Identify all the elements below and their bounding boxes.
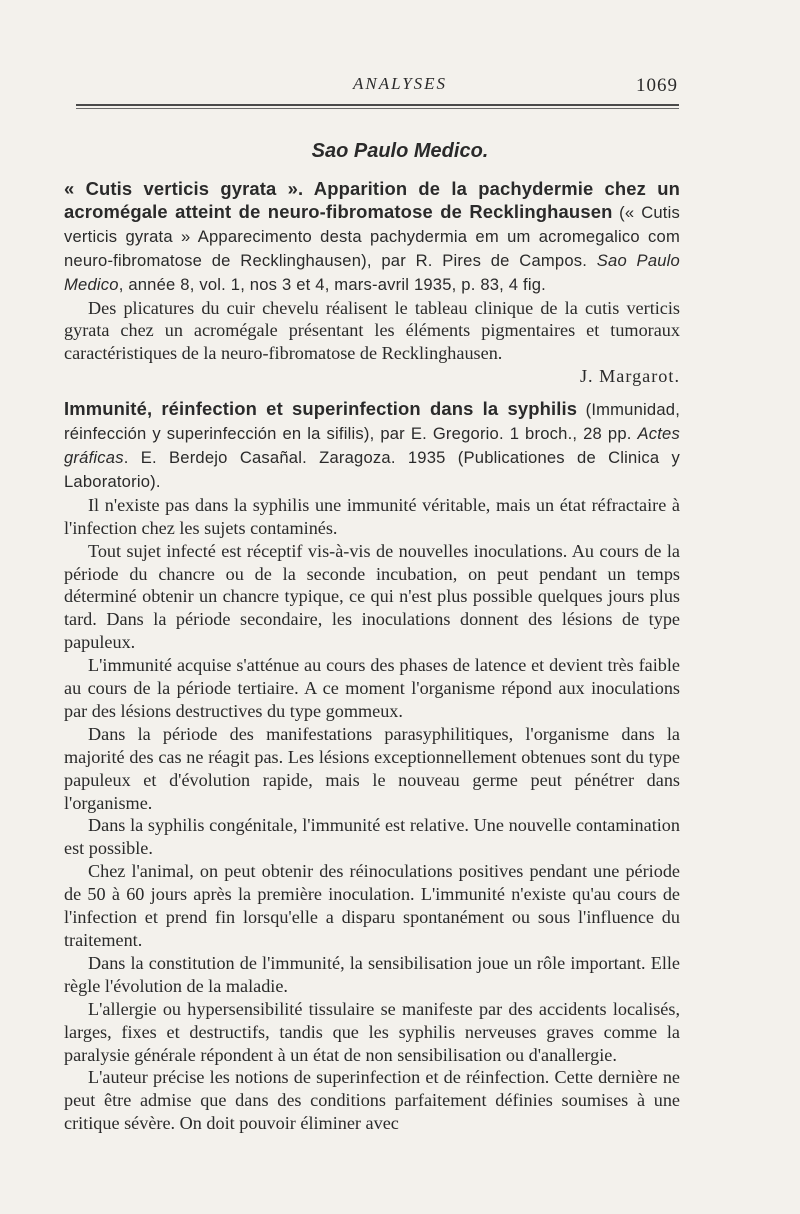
article-1-journal: Sao Paulo Medico: [64, 250, 680, 294]
article-2-title: Immunité, réinfection et superinfection dans la syphilis: [64, 398, 578, 420]
article-1-title: « Cutis verticis gyrata ». Apparition de la pachydermie chez un acromégale atteint de neuro-fibromatose de Recklinghausen: [64, 178, 680, 222]
article-1-reference: (« Cutis verticis gyrata » Apparecimento desta pachydermia em um acromegalico com neuro-fibromatose de Recklinghausen), par R. Pires de Campos. Sao Paulo Medico, année 8, vol. 1, nos 3 et 4, mars-avril 1935, p. 83, 4 fig.: [64, 202, 681, 294]
article-1-signature: J. Margarot.: [579, 366, 680, 387]
article-2-reference: (Immunidad, réinfección y superinfección en la sifilis), par E. Gregorio. 1 broch., 28 pp. Actes gráficas. E. Berdejo Casañal. Zaragoza. 1935 (Publicationes de Clinica y Laboratorio).: [64, 400, 681, 491]
header-rule: [76, 104, 679, 106]
page-number: 1069: [636, 75, 678, 96]
article-2-paragraph-9: L'auteur précise les notions de superinfection et de réinfection. Cette dernière ne peut être admise que dans des conditions parfaitement définies soumises à une critique sévère. On doit pouvoir éliminer avec: [64, 1067, 680, 1134]
article-2-paragraph-7: Dans la constitution de l'immunité, la sensibilisation joue un rôle important. Elle règle l'évolution de la maladie.: [64, 952, 680, 996]
article-2-paragraph-5: Dans la syphilis congénitale, l'immunité est relative. Une nouvelle contamination est possible.: [64, 815, 680, 859]
article-1-head: [64, 178, 680, 297]
article-1-paragraph-1: Des plicatures du cuir chevelu réalisent le tableau clinique de la cutis verticis gyrata chez un acromégale présentant les éléments pigmentaires et tumoraux caractéristiques de la neuro-fibromatose de Recklinghausen.: [64, 297, 680, 364]
article-body: [64, 178, 680, 1135]
header-rule-thin: [76, 108, 679, 109]
article-2-paragraph-2: Tout sujet infecté est réceptif vis-à-vis de nouvelles inoculations. Au cours de la période du chancre ou de la seconde incubation, on peut pendant un temps déterminé obtenir un chancre typique, ce qui n'est plus possible quelques jours plus tard. Dans la période secondaire, les inoculations donnent des lésions de type papuleux.: [64, 540, 680, 653]
article-2-paragraph-6: Chez l'animal, on peut obtenir des réinoculations positives pendant une période de 50 à 60 jours après la première inoculation. L'immunité n'existe qu'au cours de l'infection et prend fin lorsqu'elle a disparu spontanément ou sous l'influence du traitement.: [64, 861, 680, 950]
article-2-paragraph-1: Il n'existe pas dans la syphilis une immunité véritable, mais un état réfractaire à l'infection chez les sujets contaminés.: [64, 494, 680, 538]
article-2-paragraph-8: L'allergie ou hypersensibilité tissulaire se manifeste par des accidents localisés, larges, fixes et destructifs, tandis que les syphilis nerveuses graves comme la paralysie générale répondent à un état de non sensibilisation ou d'anallergie.: [64, 998, 680, 1065]
running-title: ANALYSES: [352, 74, 448, 93]
article-2-paragraph-4: Dans la période des manifestations parasyphilitiques, l'organisme dans la majorité des cas ne réagit pas. Les lésions exceptionnellement obtenues sont du type papuleux et d'évolution rapide, mais le nouveau germe peut pénétrer dans l'organisme.: [64, 723, 680, 813]
article-2-paragraph-3: L'immunité acquise s'atténue au cours des phases de latence et devient très faible au cours de la période tertiaire. A ce moment l'organisme répond aux inoculations par des lésions destructives du type gommeux.: [64, 655, 680, 721]
journal-section-title: Sao Paulo Medico.: [311, 140, 489, 162]
article-2-head: [64, 398, 680, 494]
article-2-publisher: Actes gráficas: [64, 424, 680, 467]
